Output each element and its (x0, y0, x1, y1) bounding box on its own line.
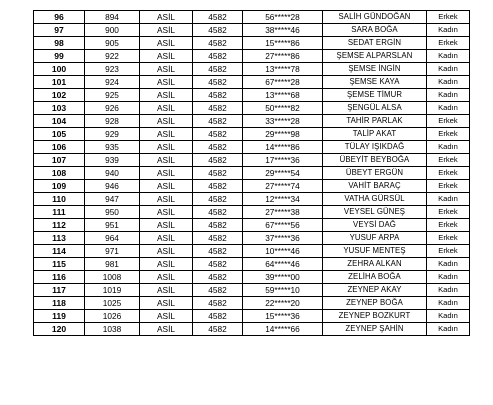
row-number-cell: 100 (34, 63, 85, 76)
code-cell: 4582 (193, 154, 243, 167)
table-row (34, 232, 470, 245)
id-number-cell: 15*****86 (243, 37, 323, 50)
code-cell: 4582 (193, 323, 243, 336)
row-number-cell: 102 (34, 89, 85, 102)
full-name-cell: VAHİT BARAÇ (323, 180, 427, 193)
table-row (34, 271, 470, 284)
applicant-no-cell: 971 (85, 245, 140, 258)
full-name-cell: ŞEMSE TİMUR (323, 89, 427, 102)
code-cell: 4582 (193, 297, 243, 310)
gender-cell: Erkek (427, 232, 470, 245)
id-number-cell: 56*****28 (243, 11, 323, 24)
applicant-no-cell: 900 (85, 24, 140, 37)
full-name-cell: TAHİR PARLAK (323, 115, 427, 128)
participant-table (33, 10, 470, 336)
id-number-cell: 15*****36 (243, 310, 323, 323)
applicant-no-cell: 950 (85, 206, 140, 219)
gender-cell: Erkek (427, 11, 470, 24)
full-name-cell: ÜBEYT ERGÜN (323, 167, 427, 180)
row-number-cell: 117 (34, 284, 85, 297)
code-cell: 4582 (193, 232, 243, 245)
row-number-cell: 115 (34, 258, 85, 271)
id-number-cell: 50*****82 (243, 102, 323, 115)
row-number-cell: 97 (34, 24, 85, 37)
code-cell: 4582 (193, 206, 243, 219)
gender-cell: Erkek (427, 180, 470, 193)
gender-cell: Erkek (427, 37, 470, 50)
status-cell: ASİL (140, 206, 193, 219)
status-cell: ASİL (140, 180, 193, 193)
applicant-no-cell: 1008 (85, 271, 140, 284)
code-cell: 4582 (193, 50, 243, 63)
status-cell: ASİL (140, 258, 193, 271)
row-number-cell: 109 (34, 180, 85, 193)
table-row (34, 50, 470, 63)
full-name-cell: SEDAT ERGİN (323, 37, 427, 50)
gender-cell: Kadın (427, 284, 470, 297)
table-row (34, 76, 470, 89)
id-number-cell: 14*****86 (243, 141, 323, 154)
table-row (34, 310, 470, 323)
row-number-cell: 112 (34, 219, 85, 232)
table-row (34, 128, 470, 141)
full-name-cell: ZEYNEP BOĞA (323, 297, 427, 310)
table-row (34, 193, 470, 206)
table-row (34, 63, 470, 76)
code-cell: 4582 (193, 141, 243, 154)
row-number-cell: 98 (34, 37, 85, 50)
table-row (34, 258, 470, 271)
code-cell: 4582 (193, 128, 243, 141)
gender-cell: Kadın (427, 89, 470, 102)
id-number-cell: 27*****38 (243, 206, 323, 219)
id-number-cell: 67*****56 (243, 219, 323, 232)
id-number-cell: 33*****28 (243, 115, 323, 128)
applicant-no-cell: 905 (85, 37, 140, 50)
code-cell: 4582 (193, 102, 243, 115)
id-number-cell: 13*****68 (243, 89, 323, 102)
status-cell: ASİL (140, 323, 193, 336)
full-name-cell: VATHA GÜRSÜL (323, 193, 427, 206)
status-cell: ASİL (140, 128, 193, 141)
code-cell: 4582 (193, 271, 243, 284)
full-name-cell: ŞEMSE KAYA (323, 76, 427, 89)
status-cell: ASİL (140, 310, 193, 323)
status-cell: ASİL (140, 219, 193, 232)
applicant-no-cell: 926 (85, 102, 140, 115)
document-page (33, 10, 469, 336)
gender-cell: Erkek (427, 219, 470, 232)
row-number-cell: 104 (34, 115, 85, 128)
row-number-cell: 120 (34, 323, 85, 336)
code-cell: 4582 (193, 284, 243, 297)
row-number-cell: 113 (34, 232, 85, 245)
table-row (34, 11, 470, 24)
row-number-cell: 111 (34, 206, 85, 219)
code-cell: 4582 (193, 219, 243, 232)
row-number-cell: 96 (34, 11, 85, 24)
id-number-cell: 14*****66 (243, 323, 323, 336)
table-row (34, 115, 470, 128)
table-row (34, 89, 470, 102)
full-name-cell: ŞEMSE ALPARSLAN (323, 50, 427, 63)
row-number-cell: 107 (34, 154, 85, 167)
table-row (34, 284, 470, 297)
gender-cell: Erkek (427, 154, 470, 167)
id-number-cell: 27*****74 (243, 180, 323, 193)
table-row (34, 206, 470, 219)
id-number-cell: 37*****36 (243, 232, 323, 245)
id-number-cell: 67*****28 (243, 76, 323, 89)
table-row (34, 323, 470, 336)
gender-cell: Erkek (427, 128, 470, 141)
status-cell: ASİL (140, 193, 193, 206)
full-name-cell: ŞEMSE İNGİN (323, 63, 427, 76)
table-row (34, 154, 470, 167)
applicant-no-cell: 924 (85, 76, 140, 89)
table-row (34, 297, 470, 310)
status-cell: ASİL (140, 154, 193, 167)
table-row (34, 37, 470, 50)
gender-cell: Kadın (427, 63, 470, 76)
applicant-no-cell: 940 (85, 167, 140, 180)
row-number-cell: 99 (34, 50, 85, 63)
gender-cell: Kadın (427, 323, 470, 336)
table-row (34, 141, 470, 154)
gender-cell: Kadın (427, 297, 470, 310)
full-name-cell: ZEYNEP ŞAHİN (323, 323, 427, 336)
full-name-cell: TÜLAY IŞIKDAĞ (323, 141, 427, 154)
id-number-cell: 10*****46 (243, 245, 323, 258)
applicant-no-cell: 1025 (85, 297, 140, 310)
applicant-no-cell: 935 (85, 141, 140, 154)
table-row (34, 102, 470, 115)
row-number-cell: 116 (34, 271, 85, 284)
status-cell: ASİL (140, 245, 193, 258)
applicant-no-cell: 939 (85, 154, 140, 167)
id-number-cell: 27*****86 (243, 50, 323, 63)
full-name-cell: ŞENGÜL ALSA (323, 102, 427, 115)
full-name-cell: YUSUF ARPA (323, 232, 427, 245)
row-number-cell: 119 (34, 310, 85, 323)
status-cell: ASİL (140, 271, 193, 284)
applicant-no-cell: 947 (85, 193, 140, 206)
code-cell: 4582 (193, 63, 243, 76)
status-cell: ASİL (140, 102, 193, 115)
applicant-no-cell: 1019 (85, 284, 140, 297)
code-cell: 4582 (193, 11, 243, 24)
id-number-cell: 29*****54 (243, 167, 323, 180)
gender-cell: Erkek (427, 115, 470, 128)
applicant-no-cell: 1038 (85, 323, 140, 336)
id-number-cell: 12*****34 (243, 193, 323, 206)
table-row (34, 167, 470, 180)
code-cell: 4582 (193, 24, 243, 37)
gender-cell: Kadın (427, 24, 470, 37)
status-cell: ASİL (140, 115, 193, 128)
status-cell: ASİL (140, 89, 193, 102)
code-cell: 4582 (193, 89, 243, 102)
full-name-cell: VEYSİ DAĞ (323, 219, 427, 232)
status-cell: ASİL (140, 284, 193, 297)
full-name-cell: SALİH GÜNDOĞAN (323, 11, 427, 24)
row-number-cell: 114 (34, 245, 85, 258)
status-cell: ASİL (140, 11, 193, 24)
applicant-no-cell: 1026 (85, 310, 140, 323)
table-body (34, 11, 470, 336)
id-number-cell: 17*****36 (243, 154, 323, 167)
row-number-cell: 103 (34, 102, 85, 115)
status-cell: ASİL (140, 50, 193, 63)
gender-cell: Erkek (427, 245, 470, 258)
full-name-cell: ZEYNEP BOZKURT (323, 310, 427, 323)
row-number-cell: 118 (34, 297, 85, 310)
full-name-cell: ÜBEYİT BEYBOĞA (323, 154, 427, 167)
full-name-cell: ZEHRA ALKAN (323, 258, 427, 271)
full-name-cell: YUSUF MENTEŞ (323, 245, 427, 258)
code-cell: 4582 (193, 310, 243, 323)
table-row (34, 24, 470, 37)
gender-cell: Kadın (427, 102, 470, 115)
full-name-cell: SARA BOĞA (323, 24, 427, 37)
row-number-cell: 101 (34, 76, 85, 89)
status-cell: ASİL (140, 63, 193, 76)
id-number-cell: 64*****46 (243, 258, 323, 271)
code-cell: 4582 (193, 76, 243, 89)
applicant-no-cell: 981 (85, 258, 140, 271)
applicant-no-cell: 923 (85, 63, 140, 76)
applicant-no-cell: 925 (85, 89, 140, 102)
id-number-cell: 13*****78 (243, 63, 323, 76)
row-number-cell: 110 (34, 193, 85, 206)
applicant-no-cell: 964 (85, 232, 140, 245)
applicant-no-cell: 928 (85, 115, 140, 128)
gender-cell: Kadın (427, 141, 470, 154)
gender-cell: Kadın (427, 258, 470, 271)
code-cell: 4582 (193, 180, 243, 193)
row-number-cell: 106 (34, 141, 85, 154)
code-cell: 4582 (193, 115, 243, 128)
code-cell: 4582 (193, 37, 243, 50)
gender-cell: Erkek (427, 167, 470, 180)
id-number-cell: 29*****98 (243, 128, 323, 141)
applicant-no-cell: 946 (85, 180, 140, 193)
applicant-no-cell: 922 (85, 50, 140, 63)
code-cell: 4582 (193, 245, 243, 258)
status-cell: ASİL (140, 37, 193, 50)
applicant-no-cell: 894 (85, 11, 140, 24)
table-row (34, 245, 470, 258)
full-name-cell: ZEYNEP AKAY (323, 284, 427, 297)
gender-cell: Kadın (427, 193, 470, 206)
id-number-cell: 22*****20 (243, 297, 323, 310)
status-cell: ASİL (140, 76, 193, 89)
gender-cell: Erkek (427, 206, 470, 219)
row-number-cell: 105 (34, 128, 85, 141)
full-name-cell: VEYSEL GÜNEŞ (323, 206, 427, 219)
table-row (34, 180, 470, 193)
full-name-cell: TALİP AKAT (323, 128, 427, 141)
table-row (34, 219, 470, 232)
row-number-cell: 108 (34, 167, 85, 180)
gender-cell: Kadın (427, 76, 470, 89)
id-number-cell: 39*****00 (243, 271, 323, 284)
gender-cell: Kadın (427, 310, 470, 323)
status-cell: ASİL (140, 167, 193, 180)
gender-cell: Kadın (427, 50, 470, 63)
applicant-no-cell: 929 (85, 128, 140, 141)
status-cell: ASİL (140, 141, 193, 154)
status-cell: ASİL (140, 297, 193, 310)
code-cell: 4582 (193, 167, 243, 180)
id-number-cell: 38*****46 (243, 24, 323, 37)
full-name-cell: ZELİHA BOĞA (323, 271, 427, 284)
code-cell: 4582 (193, 258, 243, 271)
gender-cell: Kadın (427, 271, 470, 284)
id-number-cell: 59*****10 (243, 284, 323, 297)
applicant-no-cell: 951 (85, 219, 140, 232)
status-cell: ASİL (140, 232, 193, 245)
code-cell: 4582 (193, 193, 243, 206)
status-cell: ASİL (140, 24, 193, 37)
